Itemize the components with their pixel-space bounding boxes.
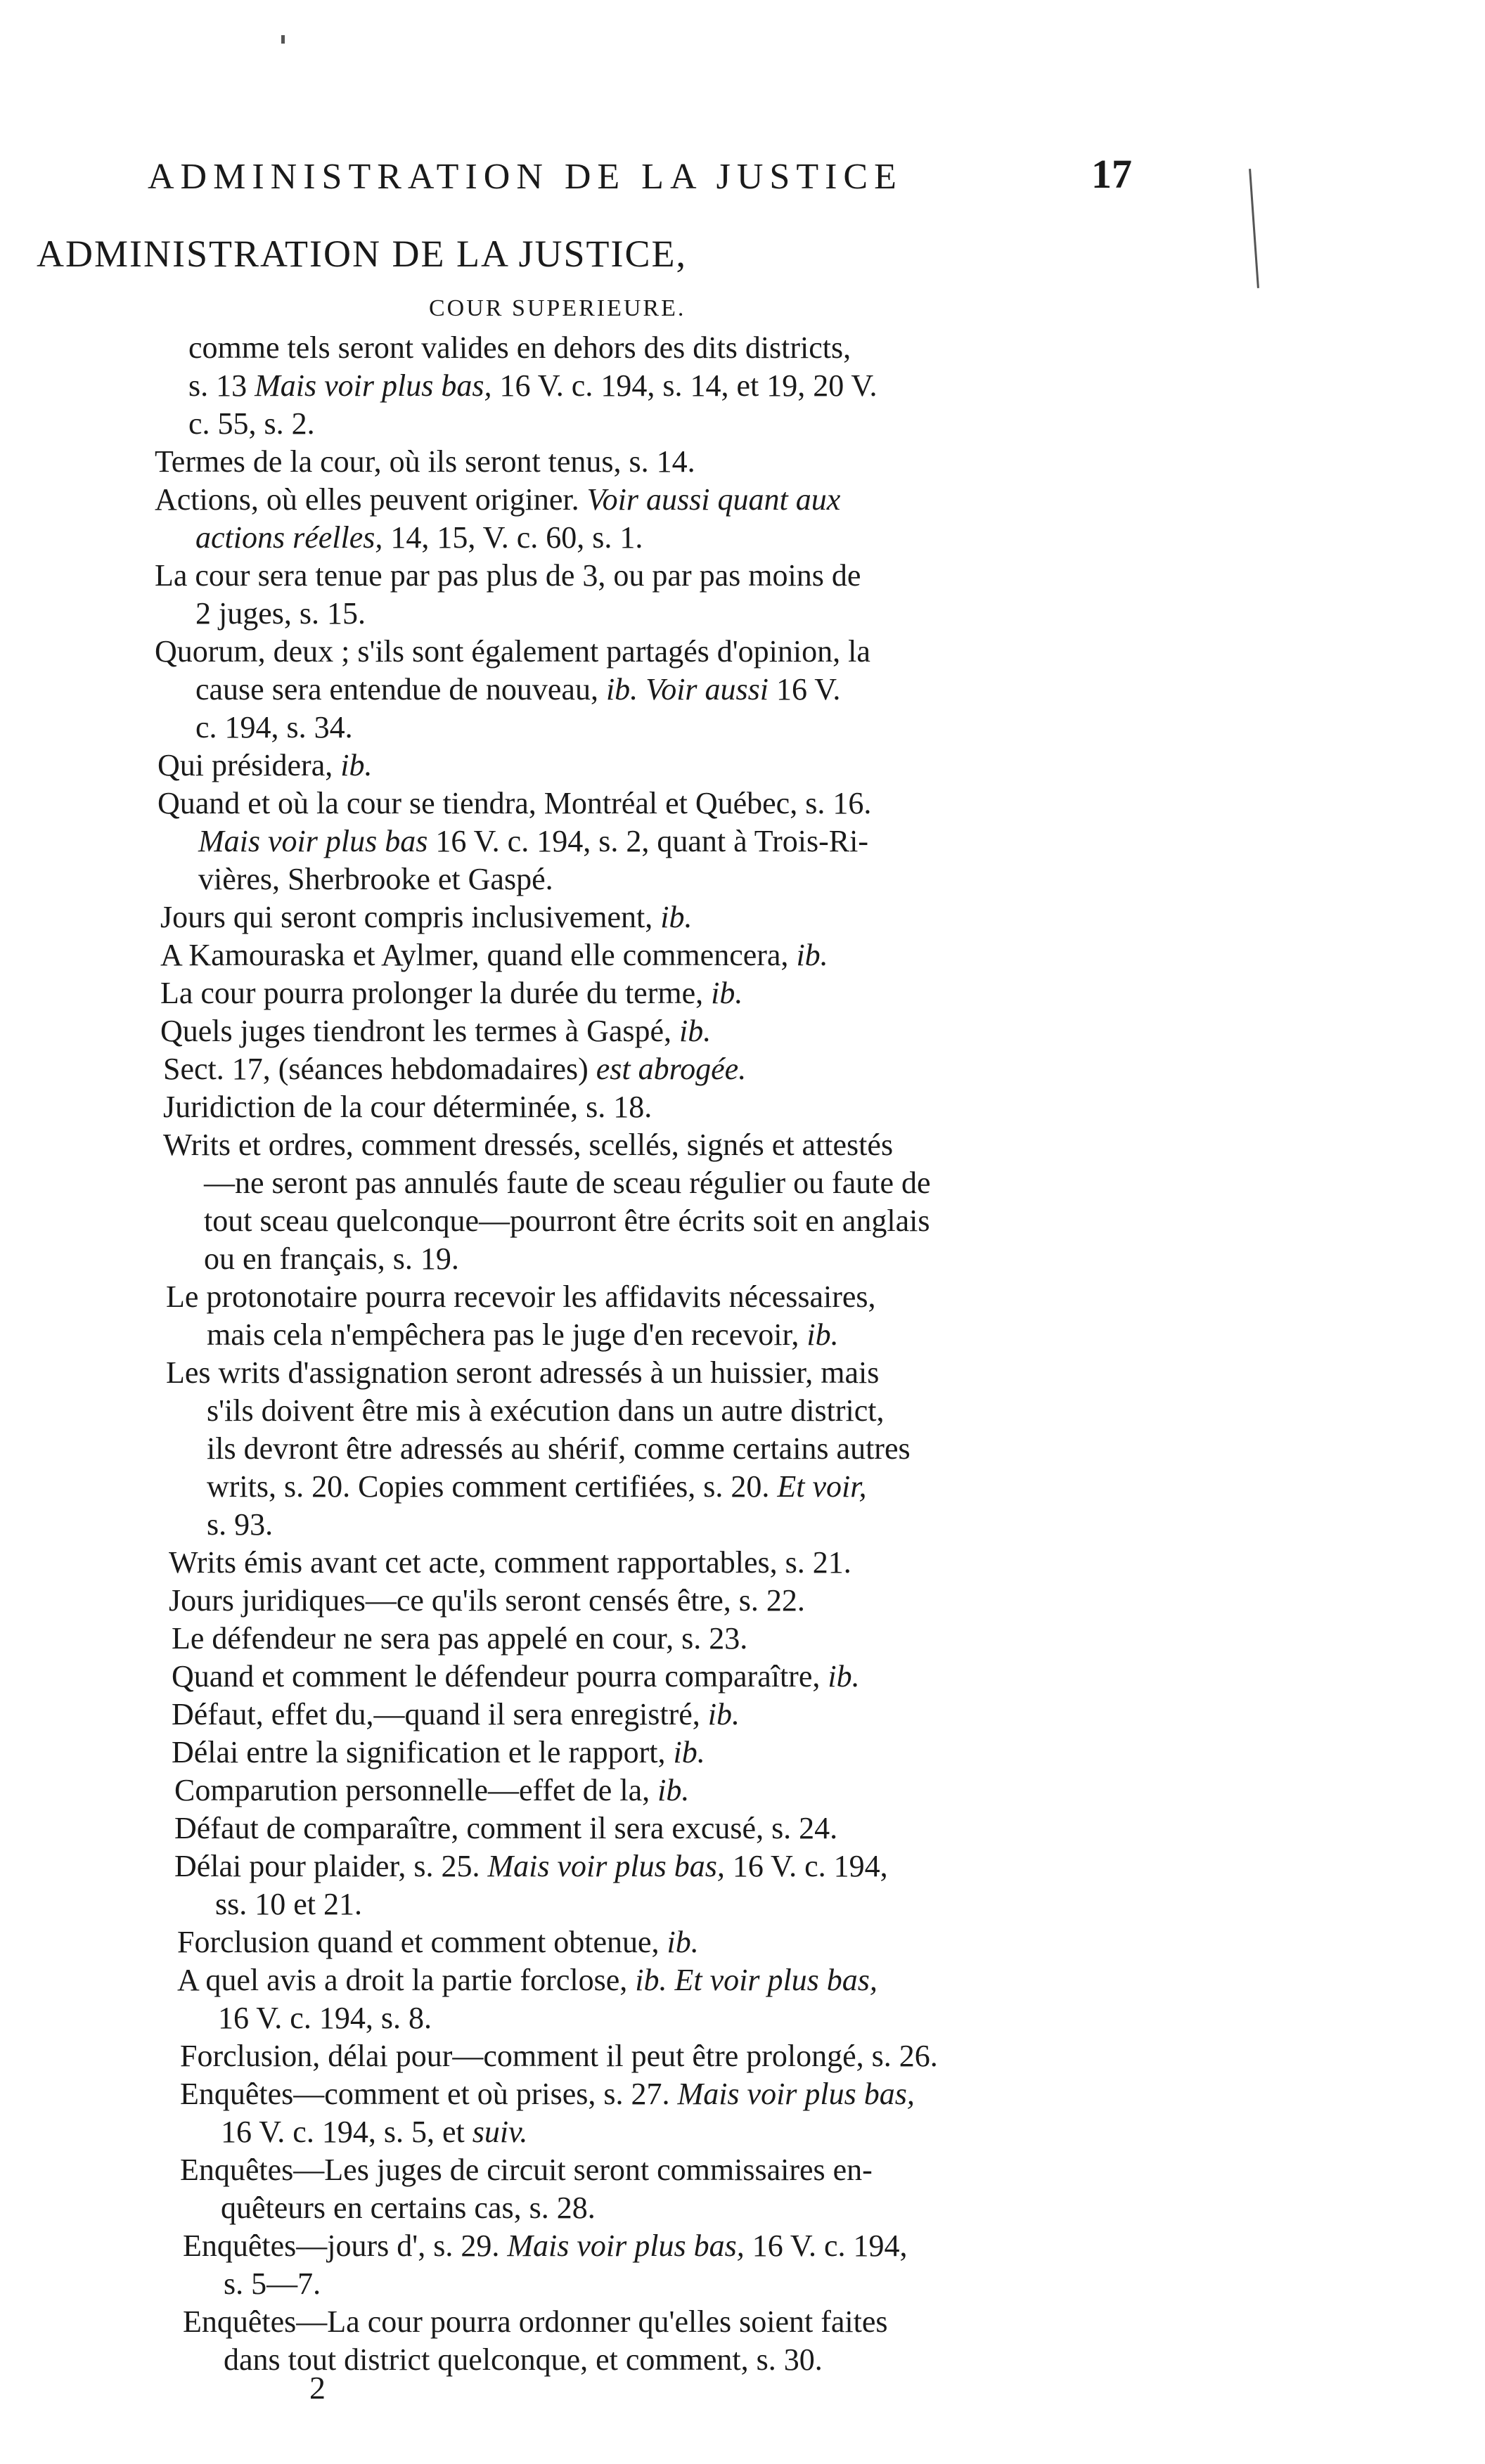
entry-line: writs, s. 20. Copies comment certifiées, s. 20. Et voir,: [207, 1469, 867, 1504]
entry-line: Enquêtes—Les juges de circuit seront commissaires en-: [180, 2153, 873, 2187]
index-entry: [172, 1658, 1485, 1696]
index-entry: [160, 974, 1485, 1012]
entry-line: Writs émis avant cet acte, comment rapportables, s. 21.: [169, 1545, 851, 1580]
entry-line: quêteurs en certains cas, s. 28.: [221, 2191, 596, 2225]
index-entry: [172, 1734, 1485, 1772]
section-subtitle: COUR SUPERIEURE.: [429, 295, 686, 321]
index-entry: [177, 1923, 1485, 1961]
entry-line: Forclusion, délai pour—comment il peut être prolongé, s. 26.: [180, 2039, 938, 2073]
entry-line: Les writs d'assignation seront adressés à un huissier, mais: [166, 1355, 880, 1390]
entry-line: Quand et comment le défendeur pourra comparaître, ib.: [172, 1659, 860, 1694]
entry-line: Mais voir plus bas 16 V. c. 194, s. 2, quant à Trois-Ri-: [198, 824, 869, 858]
page-number: 17: [1091, 151, 1132, 197]
index-entry: [183, 2303, 1485, 2379]
index-entry: [169, 1544, 1485, 1582]
index-entry: [160, 1012, 1485, 1050]
entry-line: Jours qui seront compris inclusivement, ib.: [160, 900, 693, 934]
index-entry: [174, 1772, 1485, 1810]
entry-line: Juridiction de la cour déterminée, s. 18.: [163, 1090, 652, 1124]
entry-line: 16 V. c. 194, s. 5, et suiv.: [221, 2115, 528, 2149]
entry-line: Comparution personnelle—effet de la, ib.: [174, 1773, 690, 1807]
entry-line: Délai pour plaider, s. 25. Mais voir plus bas, 16 V. c. 194,: [174, 1849, 888, 1883]
entry-line: Délai entre la signification et le rapport, ib.: [172, 1735, 705, 1769]
index-entry: [188, 329, 1485, 443]
index-entry: [163, 1050, 1485, 1088]
entry-line: comme tels seront valides en dehors des dits districts,: [188, 330, 851, 365]
index-entry: [160, 898, 1485, 936]
index-entry: [163, 1126, 1485, 1278]
entry-line: cause sera entendue de nouveau, ib. Voir aussi 16 V.: [195, 672, 841, 707]
entry-line: dans tout district quelconque, et comment, s. 30.: [224, 2342, 823, 2377]
entry-line: ou en français, s. 19.: [204, 1241, 459, 1276]
entry-line: ils devront être adressés au shérif, comme certains autres: [207, 1431, 911, 1466]
entry-line: s. 13 Mais voir plus bas, 16 V. c. 194, s. 14, et 19, 20 V.: [188, 368, 878, 403]
index-entry: [183, 2227, 1485, 2303]
entry-line: Enquêtes—La cour pourra ordonner qu'elles soient faites: [183, 2304, 888, 2339]
entry-line: Enquêtes—comment et où prises, s. 27. Mais voir plus bas,: [180, 2077, 915, 2111]
margin-speck: [281, 35, 285, 44]
index-entry: [155, 443, 1485, 481]
entry-line: c. 194, s. 34.: [195, 710, 353, 744]
entry-line: Quorum, deux ; s'ils sont également partagés d'opinion, la: [155, 634, 870, 669]
index-entry: [174, 1810, 1485, 1847]
entry-line: ss. 10 et 21.: [215, 1887, 362, 1921]
entry-line: A quel avis a droit la partie forclose, ib. Et voir plus bas,: [177, 1963, 878, 1997]
index-entry: [172, 1696, 1485, 1734]
index-entry: [155, 633, 1485, 747]
running-header: [148, 151, 1132, 198]
index-entry: [155, 557, 1485, 633]
running-title: ADMINISTRATION DE LA JUSTICE: [148, 157, 903, 197]
entry-line: Le protonotaire pourra recevoir les affidavits nécessaires,: [166, 1279, 876, 1314]
entry-line: s. 93.: [207, 1507, 274, 1542]
entry-line: Qui présidera, ib.: [158, 748, 373, 782]
entry-line: —ne seront pas annulés faute de sceau régulier ou faute de: [204, 1166, 931, 1200]
index-entry: [155, 481, 1485, 557]
entry-line: Quand et où la cour se tiendra, Montréal et Québec, s. 16.: [158, 786, 872, 820]
entry-line: actions réelles, 14, 15, V. c. 60, s. 1.: [195, 520, 643, 555]
index-entry: [166, 1278, 1485, 1354]
index-entry: [177, 1961, 1485, 2037]
entry-line: A Kamouraska et Aylmer, quand elle commencera, ib.: [160, 938, 828, 972]
index-entry: [180, 2075, 1485, 2151]
entry-line: s'ils doivent être mis à exécution dans un autre district,: [207, 1393, 885, 1428]
entry-line: Termes de la cour, où ils seront tenus, s. 14.: [155, 444, 695, 479]
index-entry: [180, 2037, 1485, 2075]
index-entry: [174, 1847, 1485, 1923]
index-entry: [158, 747, 1485, 785]
entry-line: 2 juges, s. 15.: [195, 596, 366, 631]
entry-line: 16 V. c. 194, s. 8.: [218, 2001, 432, 2035]
entry-line: Défaut, effet du,—quand il sera enregistré, ib.: [172, 1697, 740, 1731]
entry-line: La cour pourra prolonger la durée du terme, ib.: [160, 976, 743, 1010]
index-entry: [160, 936, 1485, 974]
entry-line: Quels juges tiendront les termes à Gaspé, ib.: [160, 1014, 712, 1048]
entry-line: c. 55, s. 2.: [188, 406, 315, 441]
index-entry: [158, 785, 1485, 898]
entry-line: vières, Sherbrooke et Gaspé.: [198, 862, 553, 896]
index-entries: [0, 329, 1485, 2379]
index-entry: [163, 1088, 1485, 1126]
entry-line: Sect. 17, (séances hebdomadaires) est abrogée.: [163, 1052, 747, 1086]
entry-line: Actions, où elles peuvent originer. Voir aussi quant aux: [155, 482, 841, 517]
index-entry: [172, 1620, 1485, 1658]
entry-line: Jours juridiques—ce qu'ils seront censés être, s. 22.: [169, 1583, 805, 1618]
entry-line: Forclusion quand et comment obtenue, ib.: [177, 1925, 699, 1959]
index-entry: [166, 1354, 1485, 1544]
entry-line: Défaut de comparaître, comment il sera excusé, s. 24.: [174, 1811, 838, 1845]
entry-line: s. 5—7.: [224, 2266, 321, 2301]
signature-mark: 2: [309, 2370, 326, 2406]
index-entry: [180, 2151, 1485, 2227]
entry-line: Enquêtes—jours d', s. 29. Mais voir plus bas, 16 V. c. 194,: [183, 2228, 908, 2263]
index-entry: [169, 1582, 1485, 1620]
entry-line: Writs et ordres, comment dressés, scellés, signés et attestés: [163, 1128, 894, 1162]
section-title: ADMINISTRATION DE LA JUSTICE,: [37, 233, 687, 275]
entry-line: La cour sera tenue par pas plus de 3, ou par pas moins de: [155, 558, 861, 593]
margin-bracket-mark: [1249, 169, 1259, 288]
entry-line: mais cela n'empêchera pas le juge d'en recevoir, ib.: [207, 1317, 839, 1352]
entry-line: Le défendeur ne sera pas appelé en cour, s. 23.: [172, 1621, 748, 1656]
entry-line: tout sceau quelconque—pourront être écrits soit en anglais: [204, 1204, 930, 1238]
